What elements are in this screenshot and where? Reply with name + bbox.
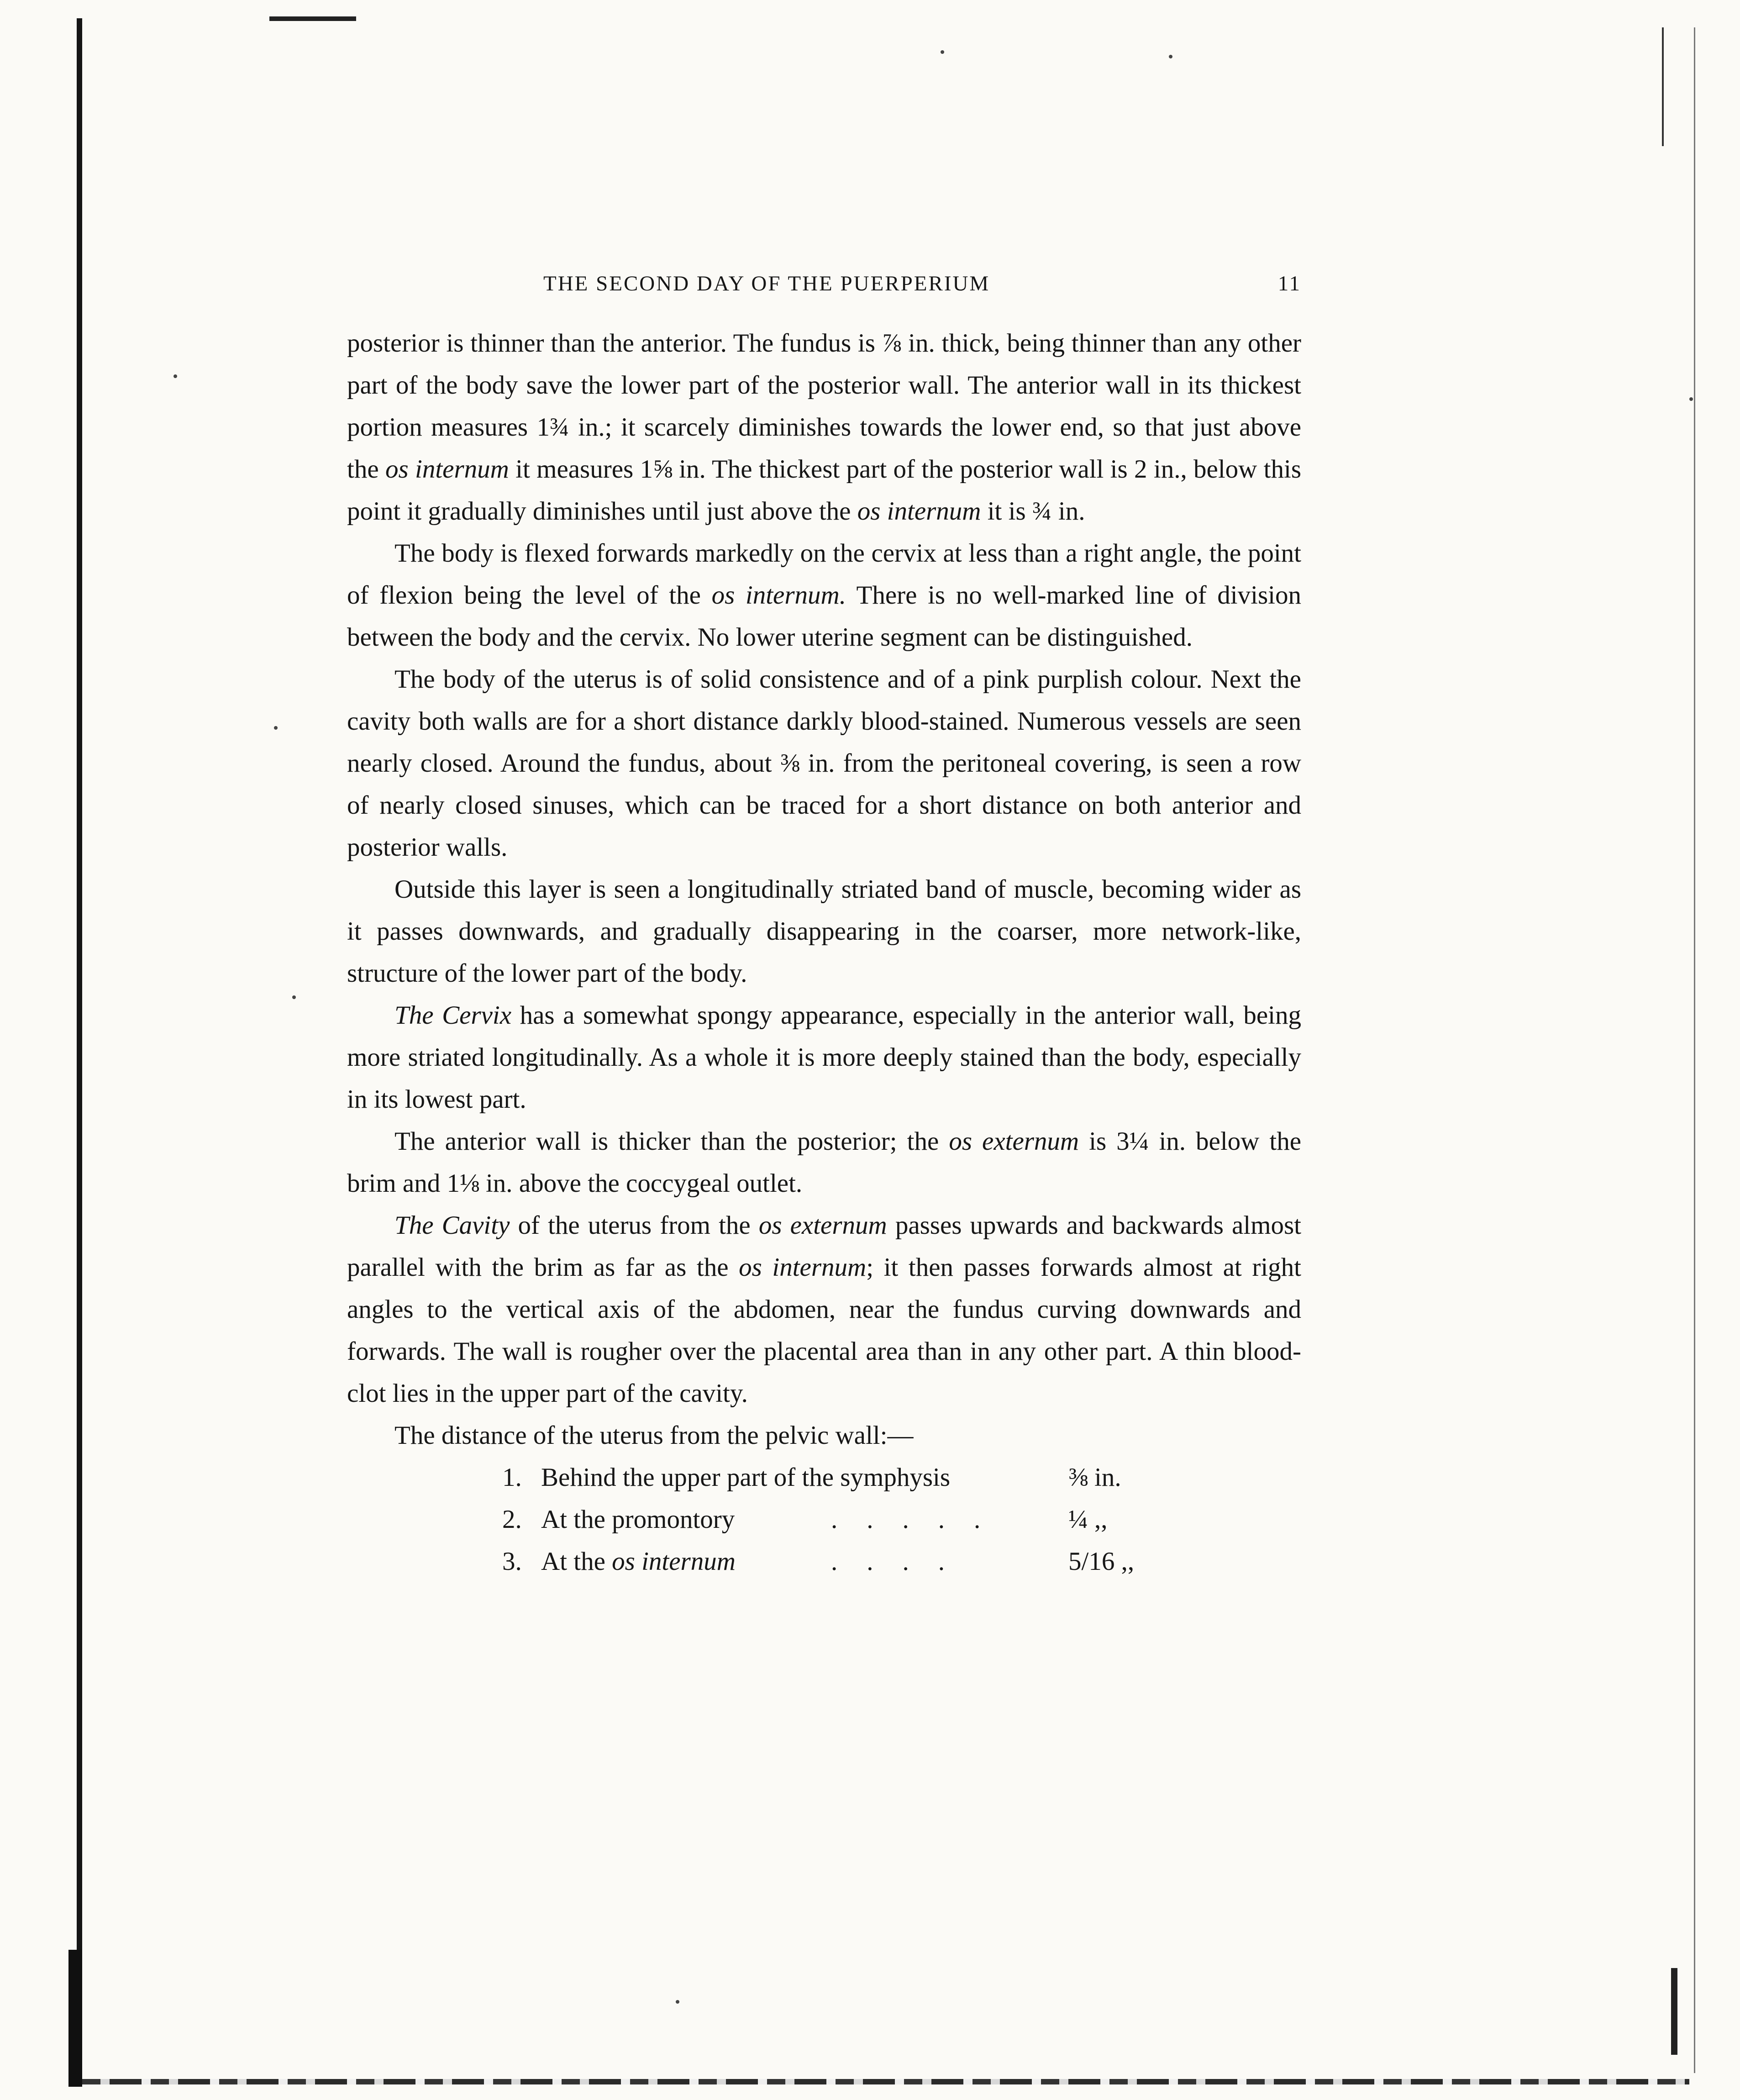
italic-term: os internum <box>739 1253 867 1282</box>
list-label <box>541 1499 735 1541</box>
list-value: ⅜ in. <box>1068 1463 1121 1492</box>
list-label-text: At the promontory <box>541 1505 735 1534</box>
list-item <box>347 1541 1301 1583</box>
list-label-text: At the <box>541 1547 612 1576</box>
italic-term: os internum <box>385 455 509 484</box>
scan-top-mark <box>269 16 356 21</box>
text-run: The anterior wall is thicker than the posterior; the <box>394 1127 949 1156</box>
text-run: is 3¼ in. below the brim and 1⅛ in. above the coccygeal outlet. <box>347 1127 1302 1198</box>
paragraph <box>347 1205 1301 1415</box>
list-value: ¼ ,, <box>1068 1505 1108 1534</box>
text-run: posterior is thinner than the anterior. The fundus is ⅞ in. thick, being thinner than any other part of the body save the lower part of the posterior wall. The anterior wall in its thickest portion measures 1¾ in.; it scarcely diminishes towards the lower end, so that just above the <box>347 329 1301 484</box>
italic-term: os internum <box>612 1547 736 1576</box>
page-body <box>347 322 1301 1583</box>
italic-term: os internum <box>857 497 981 526</box>
italic-term: os externum <box>949 1127 1079 1156</box>
page-number: 11 <box>1277 272 1301 295</box>
italic-term: The Cavity <box>394 1211 510 1240</box>
text-run: of the uterus from the <box>510 1211 759 1240</box>
list-number: 1. <box>502 1463 522 1492</box>
paragraph <box>347 995 1301 1121</box>
paragraph <box>347 1415 1301 1457</box>
scan-edge-shadow <box>1671 1968 1677 2055</box>
text-run: The body of the uterus is of solid consistence and of a pink purplish colour. Next the cavity both walls are for a short distance darkly blood-stained. Numerous vessels are seen nearly closed. Around the fundus, about ⅜ in. from the peritoneal covering, is seen a row of nearly closed sinuses, which can be traced for a short distance on both anterior and posterior walls. <box>347 665 1301 862</box>
scan-right-edge <box>1662 27 1698 2073</box>
italic-term: os internum. <box>711 581 846 610</box>
italic-term: The Cervix <box>394 1001 512 1030</box>
leader-dots: .... <box>831 1547 974 1576</box>
scan-edge-line <box>1662 27 1664 146</box>
text-run: has a somewhat spongy appearance, especially in the anterior wall, being more striated longitudinally. As a whole it is more deeply stained than the body, especially in its lowest part. <box>347 1001 1301 1114</box>
text-run: There is no well-marked line of division between the body and the cervix. No lower uterine segment can be distinguished. <box>347 581 1301 652</box>
text-run: it is ¾ in. <box>981 497 1085 526</box>
text-run: The distance of the uterus from the pelvic wall:— <box>394 1421 914 1450</box>
scan-edge-line <box>1694 27 1695 2073</box>
scan-bottom-edge <box>82 2079 1689 2084</box>
paragraphs <box>347 322 1301 1457</box>
leader-dots: ..... <box>831 1505 1010 1534</box>
list-label-text: Behind the upper part of the symphysis <box>541 1463 951 1492</box>
text-run: Outside this layer is seen a longitudinally striated band of muscle, becoming wider as it passes downwards, and gradually disappearing in the coarser, more network-like, structure of the lower part of the body. <box>347 875 1301 988</box>
distance-list <box>347 1457 1301 1583</box>
list-item <box>347 1499 1301 1541</box>
text-run: ; it then passes forwards almost at right angles to the vertical axis of the abdomen, near the fundus curving downwards and forwards. The wall is rougher over the placental area than in any other part. A thin blood-clot lies in the upper part of the cavity. <box>347 1253 1301 1408</box>
running-title: THE SECOND DAY OF THE PUERPERIUM <box>543 272 990 295</box>
list-label <box>541 1541 736 1583</box>
list-number: 2. <box>502 1505 522 1534</box>
paragraph <box>347 1121 1301 1205</box>
italic-term: os externum <box>758 1211 887 1240</box>
list-label <box>541 1457 950 1499</box>
text-run: passes upwards and backwards almost parallel with the brim as far as the <box>347 1211 1301 1282</box>
scan-margin-shadow <box>68 1950 82 2087</box>
paragraph <box>347 658 1301 868</box>
paragraph <box>347 868 1301 995</box>
paragraph <box>347 322 1301 532</box>
list-value: 5/16 ,, <box>1068 1547 1135 1576</box>
list-item <box>347 1457 1301 1499</box>
text-run: it measures 1⅝ in. The thickest part of the posterior wall is 2 in., below this point it gradually diminishes until just above the <box>347 455 1301 526</box>
list-number: 3. <box>502 1547 522 1576</box>
running-head <box>347 271 1301 299</box>
text-run: The body is flexed forwards markedly on the cervix at less than a right angle, the point of flexion being the level of the <box>347 539 1301 610</box>
paragraph <box>347 532 1301 658</box>
scan-margin-rule <box>77 18 82 2082</box>
